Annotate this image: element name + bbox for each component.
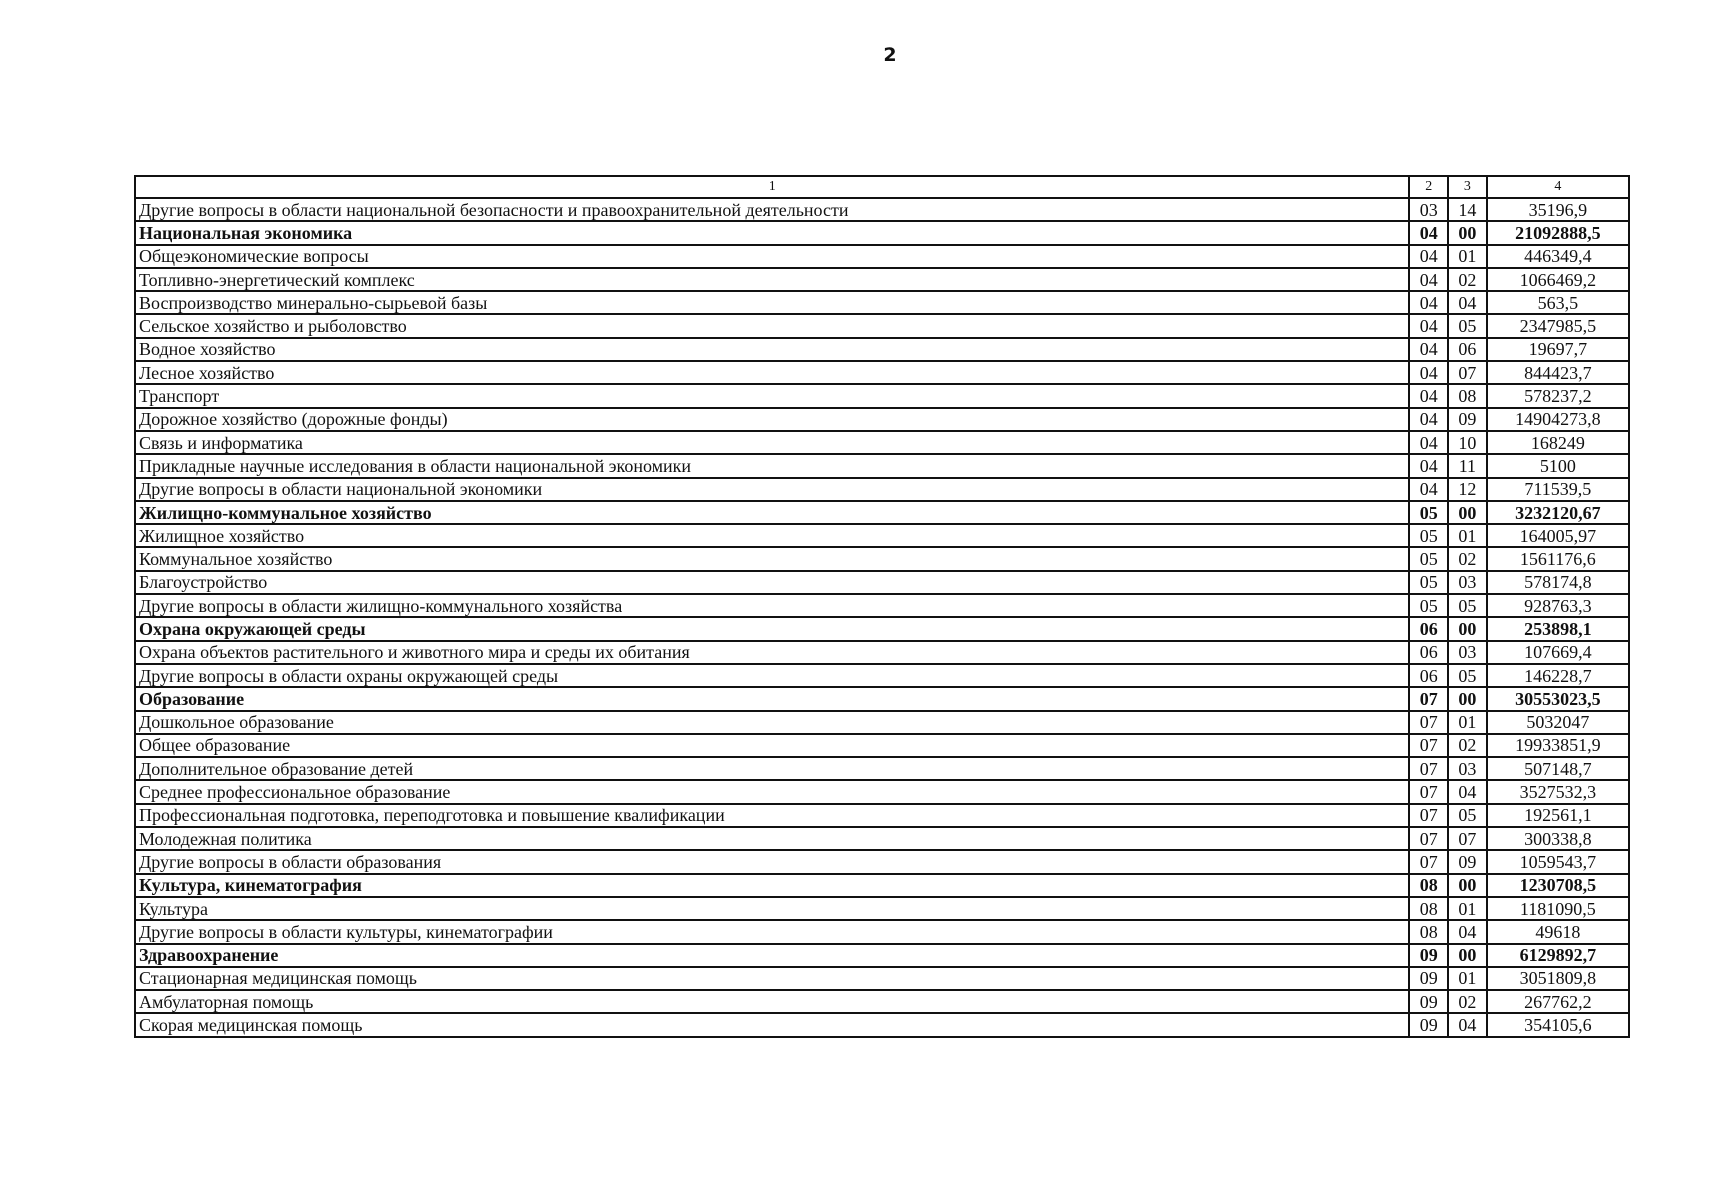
table-row bbox=[135, 478, 1629, 501]
row-subsection-cell: 05 bbox=[1448, 804, 1487, 827]
table-row bbox=[135, 757, 1629, 780]
row-amount-cell: 19697,7 bbox=[1487, 338, 1629, 361]
row-amount-cell: 928763,3 bbox=[1487, 594, 1629, 617]
row-section-cell: 06 bbox=[1409, 617, 1448, 640]
row-section-cell: 07 bbox=[1409, 757, 1448, 780]
row-subsection-cell: 01 bbox=[1448, 711, 1487, 734]
table-row bbox=[135, 897, 1629, 920]
row-subsection-cell: 09 bbox=[1448, 850, 1487, 873]
row-subsection-cell: 00 bbox=[1448, 687, 1487, 710]
row-section-cell: 09 bbox=[1409, 944, 1448, 967]
row-amount-cell: 35196,9 bbox=[1487, 198, 1629, 221]
table-row bbox=[135, 780, 1629, 803]
row-name-cell: Другие вопросы в области культуры, кинематографии bbox=[135, 920, 1409, 943]
row-name-cell: Стационарная медицинская помощь bbox=[135, 967, 1409, 990]
table-row bbox=[135, 547, 1629, 570]
row-name-cell: Благоустройство bbox=[135, 571, 1409, 594]
row-section-cell: 05 bbox=[1409, 571, 1448, 594]
row-amount-cell: 30553023,5 bbox=[1487, 687, 1629, 710]
table-row bbox=[135, 734, 1629, 757]
row-section-cell: 04 bbox=[1409, 361, 1448, 384]
table-row bbox=[135, 967, 1629, 990]
row-amount-cell: 354105,6 bbox=[1487, 1013, 1629, 1036]
budget-table-body bbox=[135, 176, 1629, 1037]
row-name-cell: Другие вопросы в области национальной экономики bbox=[135, 478, 1409, 501]
row-section-cell: 07 bbox=[1409, 734, 1448, 757]
row-name-cell: Дорожное хозяйство (дорожные фонды) bbox=[135, 408, 1409, 431]
header-cell-amount: 4 bbox=[1487, 176, 1629, 198]
row-amount-cell: 192561,1 bbox=[1487, 804, 1629, 827]
row-name-cell: Общее образование bbox=[135, 734, 1409, 757]
row-subsection-cell: 07 bbox=[1448, 361, 1487, 384]
row-section-cell: 09 bbox=[1409, 967, 1448, 990]
row-name-cell: Связь и информатика bbox=[135, 431, 1409, 454]
row-amount-cell: 49618 bbox=[1487, 920, 1629, 943]
row-name-cell: Дошкольное образование bbox=[135, 711, 1409, 734]
row-amount-cell: 3527532,3 bbox=[1487, 780, 1629, 803]
row-section-cell: 07 bbox=[1409, 827, 1448, 850]
row-section-cell: 07 bbox=[1409, 804, 1448, 827]
row-section-cell: 04 bbox=[1409, 408, 1448, 431]
row-amount-cell: 107669,4 bbox=[1487, 641, 1629, 664]
table-row bbox=[135, 687, 1629, 710]
row-subsection-cell: 05 bbox=[1448, 594, 1487, 617]
row-amount-cell: 711539,5 bbox=[1487, 478, 1629, 501]
row-name-cell: Дополнительное образование детей bbox=[135, 757, 1409, 780]
row-amount-cell: 300338,8 bbox=[1487, 827, 1629, 850]
row-section-cell: 04 bbox=[1409, 431, 1448, 454]
table-row bbox=[135, 338, 1629, 361]
row-section-cell: 04 bbox=[1409, 454, 1448, 477]
row-amount-cell: 578174,8 bbox=[1487, 571, 1629, 594]
row-subsection-cell: 03 bbox=[1448, 641, 1487, 664]
row-section-cell: 04 bbox=[1409, 291, 1448, 314]
row-section-cell: 05 bbox=[1409, 594, 1448, 617]
row-name-cell: Культура bbox=[135, 897, 1409, 920]
row-name-cell: Другие вопросы в области национальной безопасности и правоохранительной деятельности bbox=[135, 198, 1409, 221]
table-row bbox=[135, 850, 1629, 873]
row-name-cell: Другие вопросы в области охраны окружающей среды bbox=[135, 664, 1409, 687]
row-subsection-cell: 11 bbox=[1448, 454, 1487, 477]
row-section-cell: 05 bbox=[1409, 524, 1448, 547]
row-amount-cell: 2347985,5 bbox=[1487, 314, 1629, 337]
row-amount-cell: 6129892,7 bbox=[1487, 944, 1629, 967]
table-row bbox=[135, 431, 1629, 454]
row-name-cell: Охрана окружающей среды bbox=[135, 617, 1409, 640]
row-amount-cell: 14904273,8 bbox=[1487, 408, 1629, 431]
row-amount-cell: 3051809,8 bbox=[1487, 967, 1629, 990]
page-number: 2 bbox=[883, 44, 897, 66]
table-row bbox=[135, 827, 1629, 850]
row-subsection-cell: 08 bbox=[1448, 384, 1487, 407]
row-subsection-cell: 04 bbox=[1448, 291, 1487, 314]
row-name-cell: Культура, кинематография bbox=[135, 874, 1409, 897]
row-name-cell: Лесное хозяйство bbox=[135, 361, 1409, 384]
row-subsection-cell: 07 bbox=[1448, 827, 1487, 850]
table-row bbox=[135, 524, 1629, 547]
row-amount-cell: 5100 bbox=[1487, 454, 1629, 477]
table-row bbox=[135, 291, 1629, 314]
row-name-cell: Другие вопросы в области образования bbox=[135, 850, 1409, 873]
row-subsection-cell: 06 bbox=[1448, 338, 1487, 361]
table-row bbox=[135, 944, 1629, 967]
row-subsection-cell: 05 bbox=[1448, 664, 1487, 687]
row-section-cell: 06 bbox=[1409, 641, 1448, 664]
table-row bbox=[135, 361, 1629, 384]
row-amount-cell: 1561176,6 bbox=[1487, 547, 1629, 570]
row-amount-cell: 164005,97 bbox=[1487, 524, 1629, 547]
row-section-cell: 09 bbox=[1409, 1013, 1448, 1036]
row-subsection-cell: 00 bbox=[1448, 221, 1487, 244]
row-name-cell: Амбулаторная помощь bbox=[135, 990, 1409, 1013]
table-row bbox=[135, 408, 1629, 431]
row-section-cell: 09 bbox=[1409, 990, 1448, 1013]
table-row bbox=[135, 804, 1629, 827]
row-section-cell: 07 bbox=[1409, 850, 1448, 873]
row-subsection-cell: 04 bbox=[1448, 920, 1487, 943]
header-cell-name: 1 bbox=[135, 176, 1409, 198]
row-name-cell: Общеэкономические вопросы bbox=[135, 245, 1409, 268]
row-name-cell: Жилищное хозяйство bbox=[135, 524, 1409, 547]
row-name-cell: Здравоохранение bbox=[135, 944, 1409, 967]
row-subsection-cell: 02 bbox=[1448, 734, 1487, 757]
row-subsection-cell: 01 bbox=[1448, 967, 1487, 990]
row-subsection-cell: 02 bbox=[1448, 990, 1487, 1013]
row-section-cell: 04 bbox=[1409, 384, 1448, 407]
table-row bbox=[135, 641, 1629, 664]
table-row bbox=[135, 571, 1629, 594]
row-name-cell: Транспорт bbox=[135, 384, 1409, 407]
row-name-cell: Образование bbox=[135, 687, 1409, 710]
row-section-cell: 08 bbox=[1409, 874, 1448, 897]
table-row bbox=[135, 664, 1629, 687]
row-subsection-cell: 10 bbox=[1448, 431, 1487, 454]
row-amount-cell: 1230708,5 bbox=[1487, 874, 1629, 897]
table-row bbox=[135, 711, 1629, 734]
header-cell-subsection: 3 bbox=[1448, 176, 1487, 198]
budget-table bbox=[134, 175, 1630, 1038]
row-name-cell: Сельское хозяйство и рыболовство bbox=[135, 314, 1409, 337]
table-row bbox=[135, 1013, 1629, 1036]
row-section-cell: 04 bbox=[1409, 478, 1448, 501]
row-amount-cell: 253898,1 bbox=[1487, 617, 1629, 640]
row-name-cell: Молодежная политика bbox=[135, 827, 1409, 850]
row-amount-cell: 267762,2 bbox=[1487, 990, 1629, 1013]
row-name-cell: Национальная экономика bbox=[135, 221, 1409, 244]
table-header-row bbox=[135, 176, 1629, 198]
row-section-cell: 04 bbox=[1409, 268, 1448, 291]
row-subsection-cell: 00 bbox=[1448, 944, 1487, 967]
table-row bbox=[135, 384, 1629, 407]
row-section-cell: 08 bbox=[1409, 897, 1448, 920]
table-row bbox=[135, 198, 1629, 221]
row-section-cell: 07 bbox=[1409, 687, 1448, 710]
row-name-cell: Воспроизводство минерально-сырьевой базы bbox=[135, 291, 1409, 314]
row-subsection-cell: 00 bbox=[1448, 874, 1487, 897]
table-row bbox=[135, 268, 1629, 291]
row-subsection-cell: 03 bbox=[1448, 571, 1487, 594]
row-amount-cell: 563,5 bbox=[1487, 291, 1629, 314]
row-section-cell: 04 bbox=[1409, 221, 1448, 244]
header-cell-section: 2 bbox=[1409, 176, 1448, 198]
table-row bbox=[135, 990, 1629, 1013]
row-section-cell: 04 bbox=[1409, 245, 1448, 268]
row-amount-cell: 19933851,9 bbox=[1487, 734, 1629, 757]
row-subsection-cell: 04 bbox=[1448, 780, 1487, 803]
row-name-cell: Охрана объектов растительного и животного мира и среды их обитания bbox=[135, 641, 1409, 664]
row-subsection-cell: 01 bbox=[1448, 245, 1487, 268]
table-row bbox=[135, 454, 1629, 477]
row-section-cell: 03 bbox=[1409, 198, 1448, 221]
row-name-cell: Жилищно-коммунальное хозяйство bbox=[135, 501, 1409, 524]
row-section-cell: 06 bbox=[1409, 664, 1448, 687]
row-section-cell: 04 bbox=[1409, 338, 1448, 361]
row-amount-cell: 3232120,67 bbox=[1487, 501, 1629, 524]
row-subsection-cell: 00 bbox=[1448, 617, 1487, 640]
row-subsection-cell: 01 bbox=[1448, 524, 1487, 547]
row-amount-cell: 446349,4 bbox=[1487, 245, 1629, 268]
row-subsection-cell: 12 bbox=[1448, 478, 1487, 501]
row-amount-cell: 168249 bbox=[1487, 431, 1629, 454]
row-subsection-cell: 09 bbox=[1448, 408, 1487, 431]
table-row bbox=[135, 594, 1629, 617]
table-row bbox=[135, 874, 1629, 897]
row-subsection-cell: 14 bbox=[1448, 198, 1487, 221]
row-section-cell: 04 bbox=[1409, 314, 1448, 337]
row-amount-cell: 5032047 bbox=[1487, 711, 1629, 734]
row-amount-cell: 1181090,5 bbox=[1487, 897, 1629, 920]
table-row bbox=[135, 617, 1629, 640]
row-section-cell: 05 bbox=[1409, 501, 1448, 524]
table-row bbox=[135, 314, 1629, 337]
row-name-cell: Профессиональная подготовка, переподготовка и повышение квалификации bbox=[135, 804, 1409, 827]
table-row bbox=[135, 501, 1629, 524]
row-amount-cell: 1059543,7 bbox=[1487, 850, 1629, 873]
table-row bbox=[135, 245, 1629, 268]
row-amount-cell: 507148,7 bbox=[1487, 757, 1629, 780]
row-name-cell: Топливно-энергетический комплекс bbox=[135, 268, 1409, 291]
row-subsection-cell: 02 bbox=[1448, 268, 1487, 291]
table-row bbox=[135, 221, 1629, 244]
row-subsection-cell: 01 bbox=[1448, 897, 1487, 920]
row-section-cell: 07 bbox=[1409, 780, 1448, 803]
row-name-cell: Среднее профессиональное образование bbox=[135, 780, 1409, 803]
row-subsection-cell: 00 bbox=[1448, 501, 1487, 524]
row-name-cell: Другие вопросы в области жилищно-коммунального хозяйства bbox=[135, 594, 1409, 617]
row-section-cell: 08 bbox=[1409, 920, 1448, 943]
row-name-cell: Водное хозяйство bbox=[135, 338, 1409, 361]
row-name-cell: Коммунальное хозяйство bbox=[135, 547, 1409, 570]
row-subsection-cell: 04 bbox=[1448, 1013, 1487, 1036]
row-amount-cell: 146228,7 bbox=[1487, 664, 1629, 687]
row-amount-cell: 21092888,5 bbox=[1487, 221, 1629, 244]
row-subsection-cell: 05 bbox=[1448, 314, 1487, 337]
row-section-cell: 05 bbox=[1409, 547, 1448, 570]
row-amount-cell: 1066469,2 bbox=[1487, 268, 1629, 291]
row-amount-cell: 578237,2 bbox=[1487, 384, 1629, 407]
row-subsection-cell: 03 bbox=[1448, 757, 1487, 780]
table-row bbox=[135, 920, 1629, 943]
row-name-cell: Скорая медицинская помощь bbox=[135, 1013, 1409, 1036]
row-amount-cell: 844423,7 bbox=[1487, 361, 1629, 384]
row-section-cell: 07 bbox=[1409, 711, 1448, 734]
row-name-cell: Прикладные научные исследования в области национальной экономики bbox=[135, 454, 1409, 477]
row-subsection-cell: 02 bbox=[1448, 547, 1487, 570]
